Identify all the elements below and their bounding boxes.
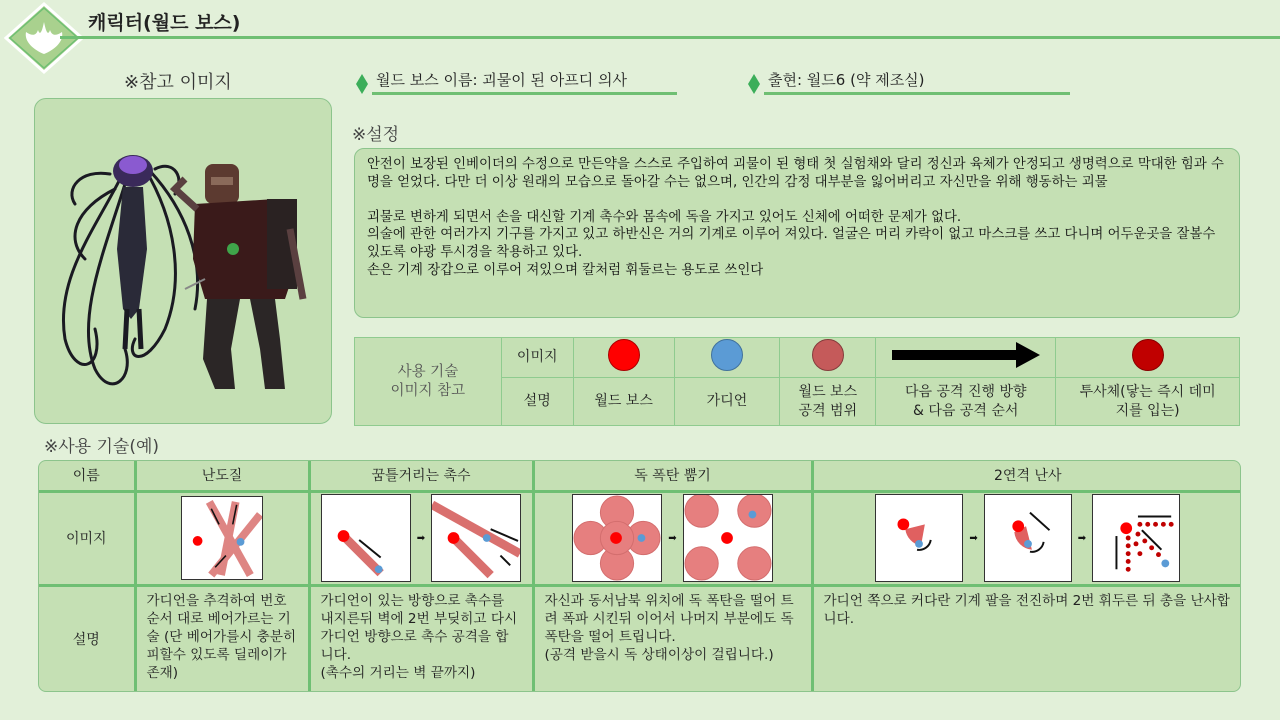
skills-table (38, 460, 1241, 692)
legend-image-label: 이미지 (501, 338, 573, 378)
poison-bomb-diagram-2 (683, 494, 773, 582)
skills-col-name-header: 이름 (39, 461, 135, 491)
legend-table (354, 337, 1240, 426)
skill-image-tentacle (309, 491, 533, 585)
boss-illustration (35, 99, 332, 424)
setting-line: 손은 기계 장갑으로 이루어 져있으며 칼처럼 휘둘르는 용도로 쓰인다 (367, 262, 764, 278)
right-arrow-icon (892, 342, 1040, 368)
legend-arrow-swatch (876, 338, 1056, 378)
double-strike-diagram-3 (1092, 494, 1180, 582)
legend-guardian-swatch (674, 338, 780, 378)
legend-range-swatch (780, 338, 876, 378)
skills-image-row-label: 이미지 (39, 491, 135, 585)
boss-name-underline (372, 92, 677, 95)
boss-name: 월드 보스 이름: 괴물이 된 아프디 의사 (376, 71, 628, 89)
dark-red-circle-icon (1132, 339, 1164, 371)
skill-name: 꿈틀거리는 촉수 (309, 461, 533, 491)
blue-circle-icon (711, 339, 743, 371)
appearance-location: 출현: 월드6 (약 제조실) (768, 71, 925, 89)
skill-name: 2연격 난사 (812, 461, 1241, 491)
skill-description: 가디언 쪽으로 커다란 기계 팔을 전진하며 2번 휘두른 뒤 총을 난사합니다. (812, 585, 1241, 691)
skills-title: ※사용 기술(예) (44, 437, 160, 457)
next-step-arrow-icon: ➡ (668, 532, 677, 544)
appearance-underline (764, 92, 1070, 95)
double-strike-diagram-1 (875, 494, 963, 582)
red-circle-icon (608, 339, 640, 371)
skill-description: 자신과 동서남북 위치에 독 폭탄을 떨어 트려 폭파 시킨뒤 이어서 나머지 부분에도 독 폭탄을 떨어 트립니다. (공격 받을시 독 상태이상이 걸립니다.) (533, 585, 812, 691)
salmon-circle-icon (812, 339, 844, 371)
legend-desc-label: 설명 (501, 378, 573, 426)
skill-description: 가디언을 추격하여 번호 순서 대로 베어가르는 기술 (단 베어가를시 충분히 피할수 있도록 딜레이가 존재) (135, 585, 309, 691)
legend-boss-swatch (573, 338, 674, 378)
diamond-bullet-icon (356, 74, 368, 94)
next-step-arrow-icon: ➡ (416, 532, 426, 544)
legend-projectile-label: 투사체(닿는 즉시 데미 지를 입는) (1056, 378, 1240, 426)
legend-header: 사용 기술 이미지 참고 (355, 338, 502, 426)
setting-title: ※설정 (352, 125, 400, 145)
legend-projectile-swatch (1056, 338, 1240, 378)
setting-description (354, 148, 1240, 318)
setting-line: 의술에 관한 여러가지 기구를 가지고 있고 하반신은 거의 기계로 이루어 져있다. 얼굴은 머리 카락이 없고 마스크를 쓰고 다니며 어두운곳을 잘볼수 있도록 야광 투시경을 착용하고 있다. (367, 227, 1216, 260)
next-step-arrow-icon: ➡ (1077, 532, 1087, 544)
poison-bomb-diagram-1 (572, 494, 662, 582)
skills-desc-row-label: 설명 (39, 585, 135, 691)
page-title: 캐릭터(월드 보스) (88, 12, 241, 34)
reference-title: ※참고 이미지 (124, 72, 232, 93)
slash-diagram (181, 496, 263, 580)
reference-image-panel (34, 98, 332, 424)
skill-description: 가디언이 있는 방향으로 촉수를 내지른뒤 벽에 2번 부딪히고 다시 가디언 방향으로 촉수 공격을 합니다. (촉수의 거리는 벽 끝까지) (309, 585, 533, 691)
legend-range-label: 월드 보스 공격 범위 (780, 378, 876, 426)
header-divider (60, 36, 1280, 39)
next-step-arrow-icon: ➡ (969, 532, 978, 544)
diamond-bullet-icon (748, 74, 760, 94)
tentacle-diagram-2 (431, 494, 521, 582)
setting-paragraph: 안전이 보장된 인베이더의 수정으로 만든약을 스스로 주입하여 괴물이 된 형태 첫 실험채와 달리 정신과 육체가 안정되고 생명력으로 막대한 힘과 수명을 얻었다. 다만 더 이상 원래의 모습으로 돌아갈 수는 없으며, 인간의 감정 대부분을 잃어버리고 자신만을 위해 행동하는 괴물 (367, 157, 1224, 190)
legend-boss-label: 월드 보스 (573, 378, 674, 426)
skill-image-poison-bomb (533, 491, 812, 585)
legend-arrow-label: 다음 공격 진행 방향 & 다음 공격 순서 (876, 378, 1056, 426)
skill-image-double-strike (812, 491, 1241, 585)
tentacle-diagram-1 (321, 494, 411, 582)
setting-line: 괴물로 변하게 되면서 손을 대신할 기계 촉수와 몸속에 독을 가지고 있어도 신체에 어떠한 문제가 없다. (367, 209, 962, 225)
double-strike-diagram-2 (984, 494, 1072, 582)
legend-guardian-label: 가디언 (674, 378, 780, 426)
skill-image-slash (135, 491, 309, 585)
skill-name: 독 폭탄 뿜기 (533, 461, 812, 491)
skill-name: 난도질 (135, 461, 309, 491)
